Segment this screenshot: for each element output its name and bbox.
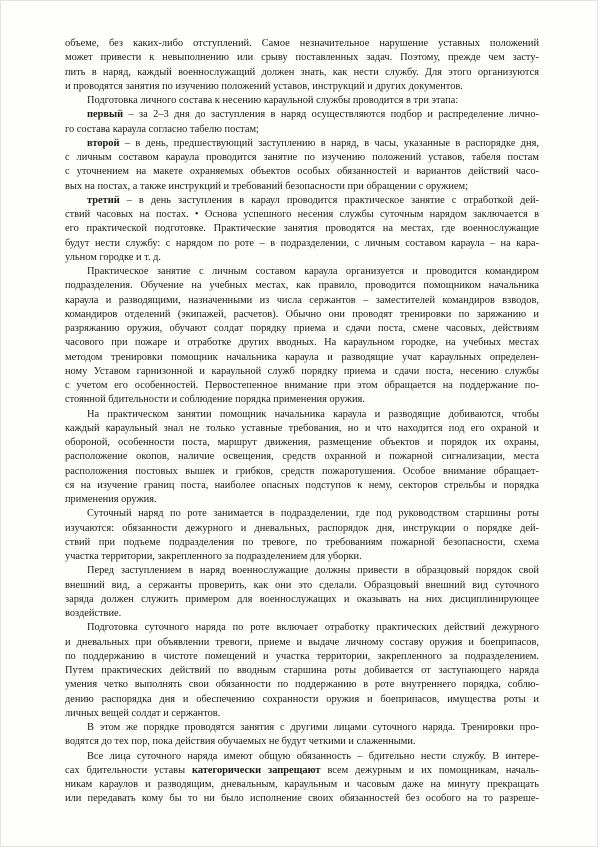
text-line [65,279,539,293]
text-line [65,108,539,122]
text-line [65,165,539,179]
text-line [65,408,539,422]
text-segment: Практическое занятие с личным составом караула организуется и проводится командиром [87,266,539,277]
bold-text-segment: первый [87,109,124,121]
text-line [65,507,539,521]
text-segment: вых на постах, а также инструкций и требований безопасности при обращении с оружием; [65,180,468,192]
text-line [65,550,539,564]
text-segment: – за 2–3 дня до заступления в наряд осуществляются подбор и распределение лично- [123,109,539,121]
text-segment: ся на изучение границ поста, наиболее опасных подступов к нему, секторов стрельбы и порядка [65,479,539,491]
text-line [65,365,539,379]
text-line [65,66,539,80]
text-segment: с личным составом караула проводится занятие по изучению положений уставов, табеля постам [65,152,539,163]
text-segment: участка территории, закрепленного за подразделением для уборки. [65,551,362,562]
text-line [65,37,539,51]
bold-text-segment: третий [87,194,120,206]
text-segment: подразделения. Обучение на учебных местах, как правило, проводится помощником начальника [65,280,539,292]
text-line [65,735,539,749]
bold-text-segment: категорически запрещают [192,764,321,776]
text-segment: пить в наряд, каждый военнослужащий должен знать, как нести службу. Для этого организуются [65,66,539,78]
text-segment: го состава караула согласно табелю постам; [65,123,259,135]
text-segment: Подготовка личного состава к несению караульной службы проводится в три этапа: [87,95,459,106]
text-segment: ному Уставом гарнизонной и караульной служб порядку приема и сдачи поста, несению службы [65,365,539,377]
text-line [65,180,539,194]
text-segment: ствий при подъеме подразделения по тревоге, по требованиям пожарной безопасности, схема [65,536,539,548]
document-text-block [65,37,539,807]
text-line [65,265,539,279]
text-line [65,123,539,137]
text-line [65,607,539,621]
text-line [65,678,539,692]
text-segment: часового при пожаре и отработке других вводных. На караульном городке, на учебных местах [65,337,539,349]
text-line [65,721,539,735]
text-segment: с учетом его особенностей. Первостепенное внимание при этом обращается на поддержание по- [65,380,539,391]
text-line [65,436,539,450]
paragraph [65,137,539,194]
paragraph [65,721,539,750]
text-segment: применения оружия. [65,494,157,505]
text-line [65,693,539,707]
text-line [65,764,539,778]
text-line [65,636,539,650]
text-segment: будут нести службу: с нарядом по роте – в подразделении, с личным составом караула – на кара- [65,237,539,249]
text-segment: никам караулов и разводящим, дневальным, караульным и часовым даже на минуту прекращать [65,779,539,790]
text-segment: его практической подготовке. Практические занятия проводятся на местах, где военнослужащие [65,223,539,235]
text-line [65,778,539,792]
text-line [65,750,539,764]
text-line [65,194,539,208]
text-segment: Перед заступлением в наряд военнослужащие должны привести в образцовый порядок свой [87,565,539,577]
text-segment: и проводятся занятия по изучению положений уставов, инструкций и других документов. [65,80,463,92]
text-segment: заряда должен служить примером для военнослужащих и оказывать на них дисциплинирующее [65,593,539,605]
text-segment: или передавать кому бы то ни было исполнение своих обязанностей без особого на то разреше- [65,793,539,805]
text-segment: дению распорядка дня и обеспечению сохранности оружия и боеприпасов, имущества роты и [65,693,539,705]
bold-text-segment: второй [87,137,120,149]
text-line [65,137,539,151]
text-line [65,792,539,806]
text-segment: Все лица суточного наряда имеют общую обязанность – бдительно нести службу. В интере- [87,750,539,762]
text-segment: На практическом занятии помощник начальника караула и разводящие добиваются, чтобы [87,408,539,420]
paragraph [65,108,539,137]
text-line [65,650,539,664]
text-line [65,393,539,407]
text-segment: всем дежурным и их помощникам, началь- [320,764,539,776]
text-line [65,621,539,635]
text-line [65,251,539,265]
text-segment: сах бдительности уставы [65,764,193,776]
text-segment: В этом же порядке проводятся занятия с другими лицами суточного наряда. Тренировки про- [87,722,539,733]
text-segment: ствий часовых на постах. • Основа успешного несения службы суточным нарядом заключается в [65,209,539,220]
text-line [65,308,539,322]
text-line [65,664,539,678]
text-line [65,237,539,251]
text-segment: каждый караульный знал не только уставные требования, но и что находится под его охраной и [65,422,539,434]
text-line [65,51,539,65]
text-line [65,493,539,507]
text-segment: и дневальных при объявлении тревоги, приеме и выдаче личному составу оружия и боеприпасов, [65,636,539,648]
text-line [65,707,539,721]
paragraph [65,265,539,408]
paragraph [65,750,539,807]
text-line [65,151,539,165]
text-segment: обороной, особенности поста, маршрут движения, размещение объектов и порядок их охраны, [65,437,539,448]
text-segment: Суточный наряд по роте занимается в подразделении, где под руководством старшины роты [87,508,539,520]
text-segment: расположения постовых вышек и грибков, средств пожаротушения. Особое внимание обращает- [65,465,539,477]
text-segment: стоянной бдительности и соблюдение порядка применения оружия. [65,394,365,406]
text-segment: умения четко выполнять свои обязанности по поддержанию в роте внутреннего порядка, соблю- [65,679,539,691]
text-segment: командиров отделений (экипажей, расчетов). Обычно они проводят тренировки по заряжанию и [65,308,539,320]
text-segment: Путем практических действий по вводным старшина роты добивается от заступающего наряда [65,665,539,676]
text-line [65,450,539,464]
text-line [65,422,539,436]
text-segment: ульном городке и т. д. [65,251,161,263]
paragraph [65,37,539,94]
text-line [65,294,539,308]
text-line [65,336,539,350]
text-segment: – в день заступления в караул проводится практическое занятие с отработкой дей- [119,194,539,206]
paragraph [65,564,539,621]
text-line [65,564,539,578]
text-segment: разряжанию оружия, обучают солдат порядку приема и сдачи поста, смене часовых, действиям [65,323,539,334]
text-line [65,593,539,607]
text-line [65,80,539,94]
text-segment: воздействие. [65,608,122,619]
text-segment: изучаются: обязанности дежурного и дневальных, распорядок дня, инструкции о порядке дей- [65,522,539,534]
text-segment: методом тренировки помощник начальника караула и разводящие учат караульных определен- [65,351,539,363]
text-segment: водятся до тех пор, пока действия обучаемых не будут четкими и слаженными. [65,736,416,748]
text-line [65,579,539,593]
text-segment: караула и разводящими, назначенными из числа сержантов – заместителей командиров взводов, [65,294,539,306]
text-line [65,322,539,336]
text-segment: расположение окопов, наличие освещения, средств охранной и пожарной сигнализации, места [65,451,539,463]
text-segment: может привести к невыполнению или срыву поставленных задач. Поэтому, прежде чем засту- [65,52,539,64]
text-segment: с уточнением на макете охраняемых объектов особых обязанностей и вариантов действий часо- [65,166,539,178]
paragraph [65,408,539,508]
text-segment: личных вещей солдат и сержантов. [65,707,221,719]
text-segment: по поддержанию в чистоте помещений и участка территории, закрепленного за подразделением. [65,650,539,662]
text-line [65,351,539,365]
paragraph [65,194,539,265]
text-line [65,465,539,479]
text-line [65,536,539,550]
paragraph [65,94,539,108]
text-line [65,208,539,222]
text-segment: объеме, без каких-либо отступлений. Самое незначительное нарушение уставных положений [65,38,539,49]
text-line [65,479,539,493]
text-segment: внешний вид, а сержанты проверить, как они это сделали. Образцовый внешний вид суточного [65,579,539,591]
text-segment: – в день, предшествующий заступлению в наряд, в часы, указанные в распорядке дня, [119,137,539,149]
text-line [65,522,539,536]
text-line [65,94,539,108]
text-segment: Подготовка суточного наряда по роте включает отработку практических действий дежурного [87,622,539,634]
paragraph [65,507,539,564]
paragraph [65,621,539,721]
text-line [65,379,539,393]
text-line [65,222,539,236]
